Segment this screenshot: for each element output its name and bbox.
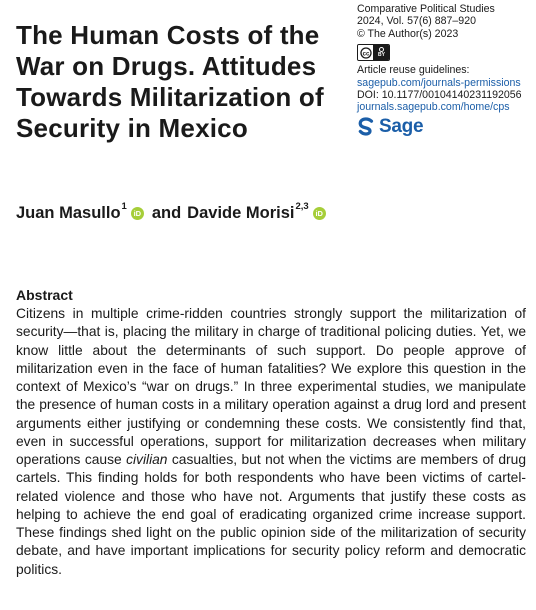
cc-by-license-icon[interactable] — [357, 44, 390, 61]
abstract-italic-term: civilian — [126, 452, 168, 467]
author-name-2: Davide Morisi — [187, 204, 295, 222]
article-title: The Human Costs of the War on Drugs. Attitudes Towards Militarization of Security in Mexico — [16, 20, 324, 143]
cc-icon — [358, 45, 374, 60]
by-icon — [374, 45, 389, 60]
author-joiner: and — [151, 204, 182, 222]
permissions-link[interactable]: sagepub.com/journals-permissions — [357, 76, 521, 89]
author-name-1: Juan Masullo — [16, 204, 121, 222]
journal-citation: 2024, Vol. 57(6) 887–920 — [357, 15, 476, 28]
orcid-icon[interactable]: iD — [313, 207, 326, 220]
reuse-guidelines-label: Article reuse guidelines: — [357, 64, 470, 77]
sage-logo[interactable] — [357, 117, 535, 137]
cc-letters: cc — [362, 51, 369, 58]
sage-s-icon — [357, 117, 375, 137]
sage-wordmark: Sage — [379, 115, 424, 137]
journal-home-link[interactable]: journals.sagepub.com/home/cps — [357, 101, 510, 114]
journal-metadata — [357, 3, 535, 137]
doi[interactable]: DOI: 10.1177/00104140231192056 — [357, 89, 522, 102]
author-affiliation-1: 1 — [121, 201, 127, 212]
abstract-text — [16, 305, 526, 579]
abstract-heading: Abstract — [16, 287, 73, 303]
by-label: BY — [378, 52, 385, 59]
orcid-icon[interactable]: iD — [131, 207, 144, 220]
author-list — [16, 201, 516, 223]
journal-name: Comparative Political Studies — [357, 3, 495, 15]
author-affiliation-2: 2,3 — [295, 201, 309, 212]
abstract-text-part-1: Citizens in multiple crime-ridden countries strongly support the militarization of security—that is, placing the military in charge of traditional policing duties. Yet, we know little about the determinants of such support. Do people approve of militarization even in the face of human fatalities? We explore this question in the context of Mexico’s “war on drugs.” In three experimental studies, we manipulate the presence of human costs in a military operation against a drug lord and present arguments either justifying or condemning these costs. We consistently find that, even in successful operations, support for militarization decreases when military operations cause — [16, 306, 526, 467]
copyright-notice: © The Author(s) 2023 — [357, 27, 459, 40]
abstract-text-part-2: casualties, but not when the victims are members of drug cartels. This finding holds for both respondents who have been victims of cartel-related violence and those who have not. Arguments that justify these costs as helping to achieve the end goal of eradicating organized crime increase support. These findings shed light on the public opinion side of the militarization of security debate, and have important implications for security policy reform and democratic politics. — [16, 452, 526, 577]
